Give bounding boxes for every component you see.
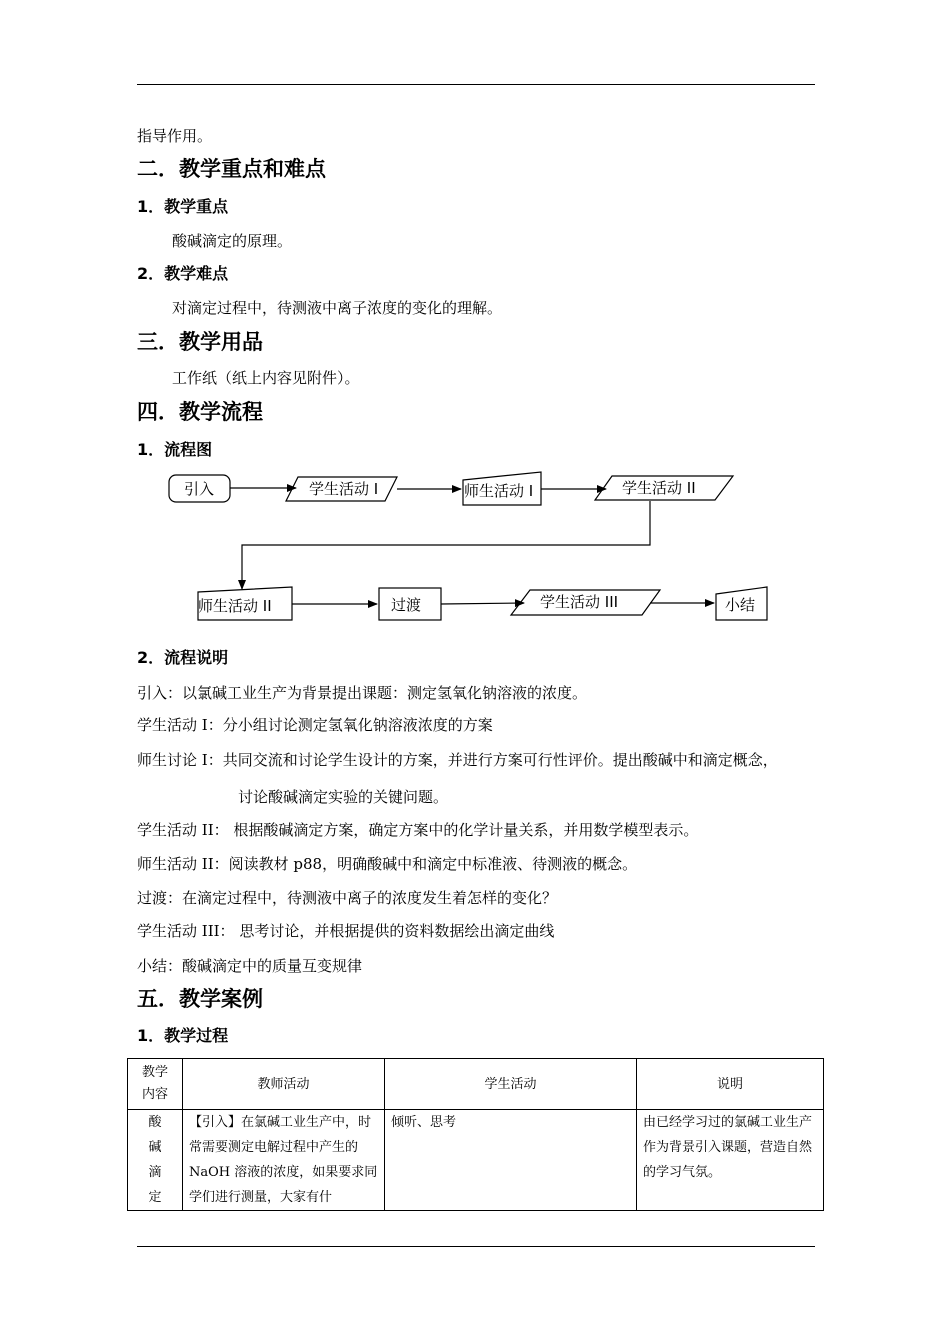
section-2-p1: 酸碱滴定的原理。	[172, 232, 293, 250]
flow-node-student-1	[286, 477, 397, 501]
flow-label-student-3: 学生活动 III	[540, 593, 619, 611]
flow-label-summary: 小结	[725, 596, 756, 614]
flow-label-transition: 过渡	[391, 596, 422, 614]
flow-desc-discussion-1-cont: 讨论酸碱滴定实验的关键问题。	[238, 788, 449, 806]
section-2-sub1: 1．教学重点	[137, 197, 229, 216]
teaching-process-table	[127, 1058, 824, 1211]
flow-node-teacher-student-1	[463, 472, 541, 505]
flow-label-student-1: 学生活动 I	[309, 480, 379, 498]
table-row	[128, 1110, 824, 1211]
section-2-sub2: 2．教学难点	[137, 264, 229, 283]
table-header-teacher: 教师活动	[183, 1059, 385, 1110]
flow-desc-discussion-1: 师生讨论 I：共同交流和讨论学生设计的方案，并进行方案可行性评价。提出酸碱中和滴定概念，	[137, 751, 778, 769]
table-cell-teacher: 【引入】在氯碱工业生产中，时常需要测定电解过程中产生的 NaOH 溶液的浓度，如果要求同学们进行测量，大家有什	[183, 1110, 385, 1211]
section-3-title: 三．教学用品	[137, 330, 263, 354]
table-header-row	[128, 1059, 824, 1110]
flow-desc-intro: 引入：以氯碱工业生产为背景提出课题：测定氢氧化钠溶液的浓度。	[137, 684, 588, 702]
section-5-title: 五．教学案例	[137, 987, 263, 1011]
section-2-p2: 对滴定过程中，待测液中离子浓度的变化的理解。	[172, 299, 503, 317]
section-4-sub1: 1．流程图	[137, 440, 213, 459]
flow-desc-summary: 小结：酸碱滴定中的质量互变规律	[137, 957, 363, 975]
flow-desc-teacher-student-2: 师生活动 II：阅读教材 p88，明确酸碱中和滴定中标准液、待测液的概念。	[137, 855, 638, 873]
header-rule	[137, 84, 815, 85]
intro-line: 指导作用。	[137, 127, 213, 145]
flow-desc-student-2: 学生活动 II： 根据酸碱滴定方案，确定方案中的化学计量关系，并用数学模型表示。	[137, 821, 699, 839]
flow-node-teacher-student-2	[198, 587, 292, 620]
flow-edge-6	[441, 603, 524, 604]
section-4-title: 四．教学流程	[137, 400, 263, 424]
table-header-content: 教学 内容	[128, 1059, 183, 1110]
section-2-title: 二．教学重点和难点	[137, 157, 326, 181]
flow-label-intro: 引入	[184, 480, 215, 498]
table-cell-student: 倾听、思考	[385, 1110, 637, 1211]
footer-rule	[137, 1246, 815, 1247]
table-header-notes: 说明	[637, 1059, 824, 1110]
section-3-p: 工作纸（纸上内容见附件）。	[172, 369, 360, 387]
flow-node-transition	[379, 588, 441, 620]
flow-label-teacher-student-1: 师生活动 I	[464, 482, 534, 500]
flow-node-student-3	[511, 590, 660, 615]
flow-desc-student-1: 学生活动 I：分小组讨论测定氢氧化钠溶液浓度的方案	[137, 716, 493, 734]
section-5-sub1: 1．教学过程	[137, 1026, 229, 1045]
flow-node-intro	[169, 475, 230, 502]
flow-desc-student-3: 学生活动 III： 思考讨论，并根据提供的资料数据绘出滴定曲线	[137, 922, 555, 940]
flow-label-student-2: 学生活动 II	[622, 479, 696, 497]
flow-label-teacher-student-2: 师生活动 II	[198, 597, 272, 615]
flow-desc-transition: 过渡：在滴定过程中，待测液中离子的浓度发生着怎样的变化？	[137, 889, 558, 907]
flow-node-student-2	[595, 476, 733, 500]
flow-node-summary	[716, 587, 767, 620]
section-4-sub2: 2．流程说明	[137, 648, 229, 667]
table-cell-content: 酸 碱 滴 定	[128, 1110, 183, 1211]
flow-edge-4	[242, 501, 650, 589]
table-cell-notes: 由已经学习过的氯碱工业生产作为背景引入课题，营造自然的学习气氛。	[637, 1110, 824, 1211]
flowchart	[0, 0, 950, 640]
table-header-student: 学生活动	[385, 1059, 637, 1110]
